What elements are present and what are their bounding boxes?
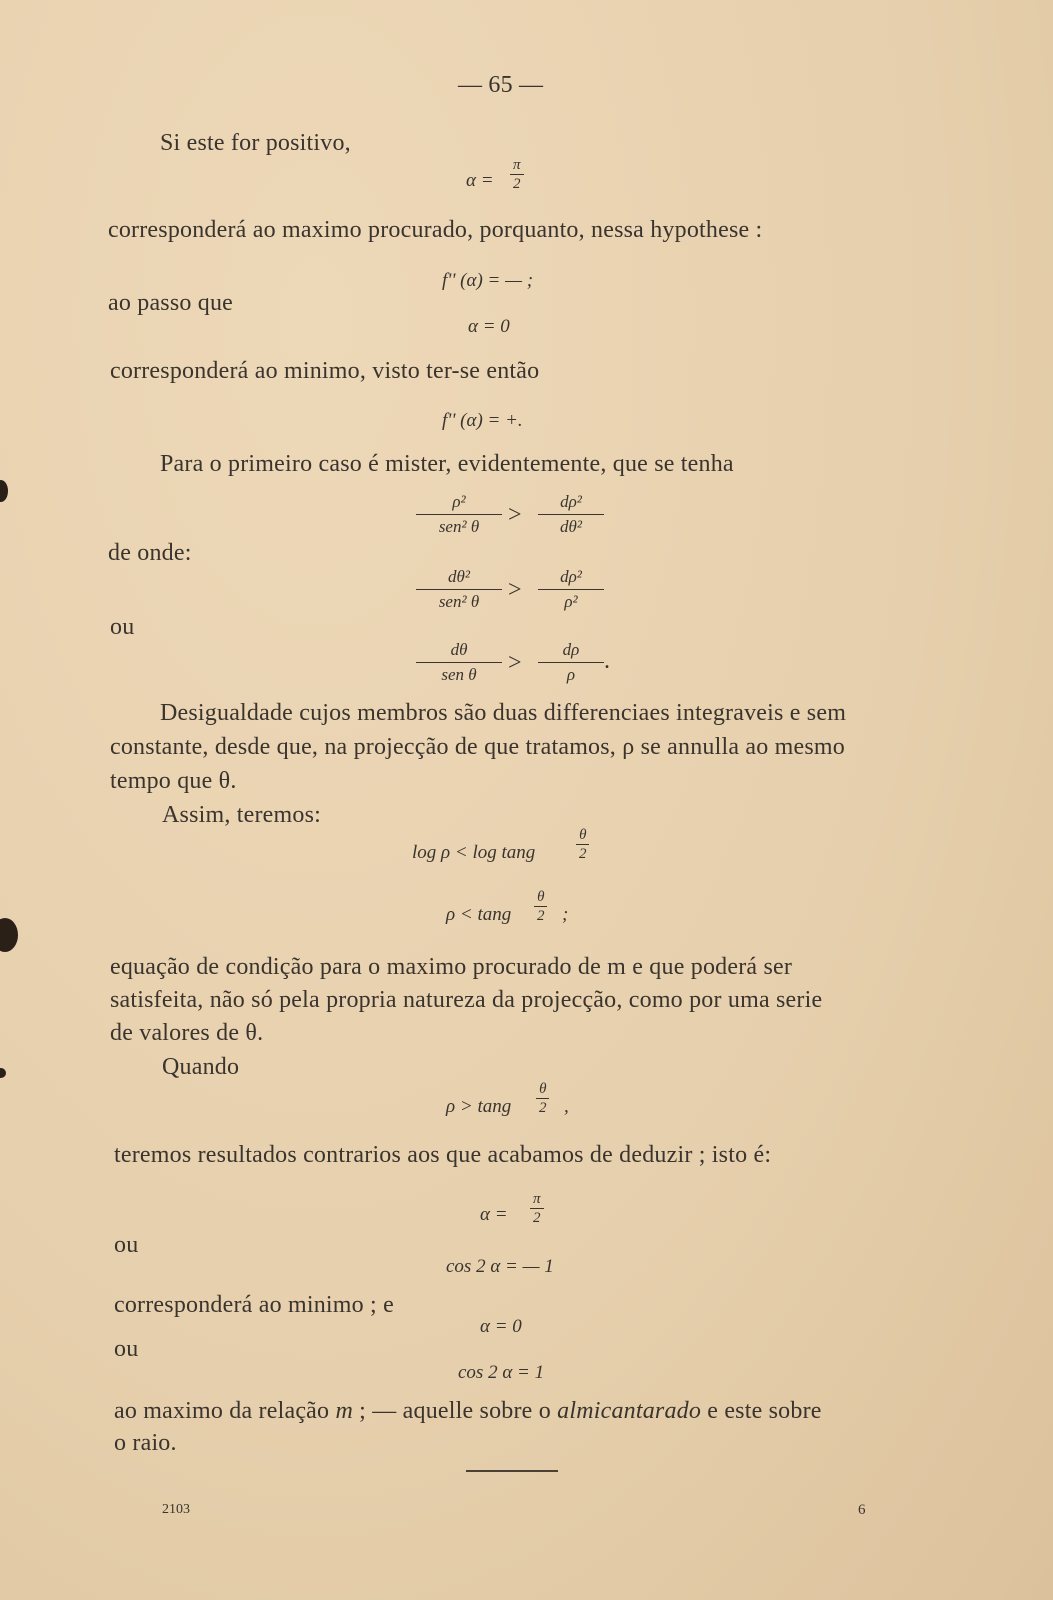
inequality-right-fraction <box>538 490 604 539</box>
equation-tail: ; <box>562 904 569 925</box>
ink-stain <box>0 918 18 952</box>
equation-lhs: log ρ < log tang <box>412 842 536 863</box>
variable-m: m <box>335 1398 353 1424</box>
greater-than-sign: > <box>508 502 522 528</box>
text-line: corresponderá ao minimo ; e <box>114 1292 394 1318</box>
equation-fraction <box>534 888 548 925</box>
fraction-denominator: sen θ <box>441 665 477 684</box>
fraction-denominator: 2 <box>579 846 587 862</box>
text-segment: ao maximo da relação <box>114 1398 336 1424</box>
equation-fraction <box>536 1080 550 1117</box>
footer-sheet-number: 6 <box>858 1502 866 1518</box>
text-line: Assim, teremos: <box>162 802 321 828</box>
fraction-denominator: 2 <box>539 1100 547 1116</box>
equation-lhs: α = <box>466 170 494 191</box>
fraction-numerator: π <box>530 1190 544 1209</box>
inequality-left-fraction <box>416 638 502 687</box>
inequality-right-fraction <box>538 565 604 614</box>
text-line <box>114 1398 822 1425</box>
equation-lhs: ρ < tang <box>446 904 512 925</box>
text-line: ou <box>114 1336 139 1362</box>
equation-lhs: α = <box>480 1204 508 1225</box>
end-rule <box>466 1470 558 1472</box>
text-line: equação de condição para o maximo procurado de m e que poderá ser <box>110 954 793 980</box>
text-segment: e este sobre <box>701 1398 822 1424</box>
text-segment: ; — aquelle sobre o <box>352 1398 558 1424</box>
italic-term: almicantarado <box>557 1398 702 1424</box>
equation-fraction <box>576 826 590 863</box>
fraction-denominator: 2 <box>513 176 521 192</box>
equation: cos 2 α = 1 <box>458 1362 545 1383</box>
equation: α = 0 <box>480 1316 522 1337</box>
fraction-numerator: θ <box>576 826 589 845</box>
fraction-denominator: 2 <box>537 908 545 924</box>
fraction-denominator: sen² θ <box>438 517 480 536</box>
fraction-numerator: dρ <box>538 638 604 663</box>
text-line: ao passo que <box>108 290 234 316</box>
fraction-numerator: ρ² <box>416 490 502 515</box>
ink-stain <box>0 1068 6 1078</box>
fraction-denominator: 2 <box>533 1210 541 1226</box>
fraction-numerator: dθ <box>416 638 502 663</box>
text-line: constante, desde que, na projecção de que tratamos, ρ se annulla ao mesmo <box>110 734 845 760</box>
fraction-denominator: dθ² <box>560 517 582 536</box>
equation: f'' (α) = +. <box>442 410 523 431</box>
equation: α = 0 <box>468 316 510 337</box>
equation: f'' (α) = — ; <box>442 270 534 291</box>
text-line: corresponderá ao maximo procurado, porquanto, nessa hypothese : <box>108 217 763 243</box>
text-line: Quando <box>162 1054 240 1080</box>
inequality-right-fraction <box>538 638 604 687</box>
inequality-left-fraction <box>416 565 502 614</box>
fraction-denominator: ρ² <box>564 592 578 611</box>
fraction-numerator: dθ² <box>416 565 502 590</box>
fraction-numerator: dρ² <box>538 565 604 590</box>
fraction-numerator: θ <box>536 1080 549 1099</box>
text-line: tempo que θ. <box>110 768 237 794</box>
fraction-numerator: θ <box>534 888 547 907</box>
text-line: ou <box>110 614 135 640</box>
text-line: Si este for positivo, <box>160 130 351 156</box>
fraction-denominator: sen² θ <box>438 592 480 611</box>
period: . <box>604 648 610 674</box>
equation-lhs: ρ > tang <box>446 1096 512 1117</box>
equation-tail: , <box>564 1096 569 1117</box>
text-line: Para o primeiro caso é mister, evidentemente, que se tenha <box>160 451 734 477</box>
equation-fraction <box>530 1190 544 1227</box>
equation: cos 2 α = — 1 <box>446 1256 554 1277</box>
text-line: o raio. <box>114 1430 177 1456</box>
text-line: de valores de θ. <box>110 1020 264 1046</box>
page-number: — 65 — <box>458 72 544 98</box>
ink-stain <box>0 480 8 502</box>
inequality-left-fraction <box>416 490 502 539</box>
text-line: corresponderá ao minimo, visto ter-se então <box>110 358 540 384</box>
greater-than-sign: > <box>508 577 522 603</box>
text-line: ou <box>114 1232 139 1258</box>
greater-than-sign: > <box>508 650 522 676</box>
text-line: satisfeita, não só pela propria natureza da projecção, como por uma serie <box>110 987 823 1013</box>
equation-fraction <box>510 156 524 193</box>
text-line: de onde: <box>108 540 192 566</box>
fraction-denominator: ρ <box>566 665 576 684</box>
footer-signature: 2103 <box>162 1502 190 1517</box>
fraction-numerator: π <box>510 156 524 175</box>
text-line: Desigualdade cujos membros são duas differenciaes integraveis e sem <box>160 700 847 726</box>
text-line: teremos resultados contrarios aos que acabamos de deduzir ; isto é: <box>114 1142 772 1168</box>
fraction-numerator: dρ² <box>538 490 604 515</box>
